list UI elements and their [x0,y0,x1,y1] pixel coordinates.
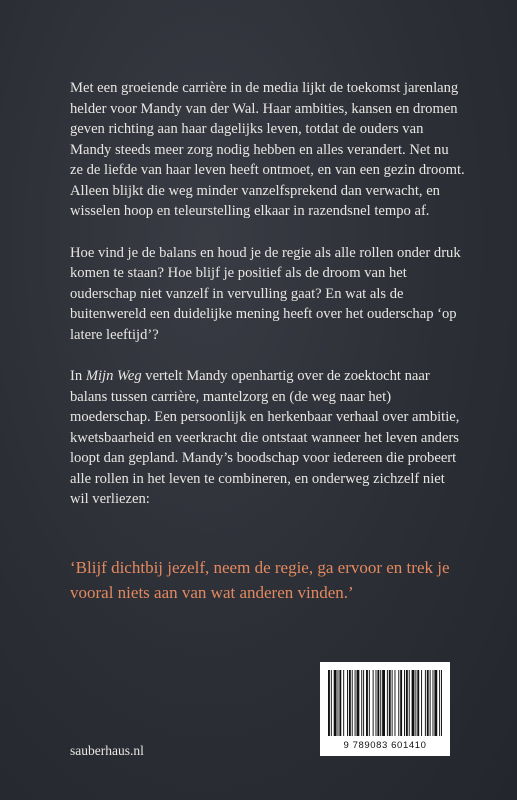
barcode-bar [369,670,370,736]
barcode-bar [404,670,405,736]
isbn-barcode [320,662,450,756]
barcode-bar [347,670,348,736]
barcode-bar [339,670,341,736]
barcode-bar [373,670,374,736]
barcode-bar [427,670,429,736]
barcode-bar [433,670,434,736]
barcode-bar [400,670,402,736]
back-cover-blurb [70,78,465,531]
blurb-paragraph-2: Hoe vind je de balans en houd je de regie als alle rollen onder druk komen te staan? Hoe blijf je positief als de droom van het ouderschap niet vanzelf in vervulling gaat? En wat als de buitenwereld een duidelijke mening heeft over het ouderschap ‘op latere leeftijd’? [70,244,461,343]
barcode-bar [406,670,408,736]
barcode-bar [338,670,339,736]
barcode-bar [441,670,442,736]
barcode-bar [334,670,337,736]
barcode-bar [421,670,422,736]
barcode-bar [352,670,353,736]
barcode-bar [417,670,419,736]
barcode-bars [328,670,442,736]
barcode-bar [409,670,410,736]
barcode-bar [328,670,330,736]
book-title: Mijn Weg [85,368,142,384]
barcode-bar [380,670,381,736]
isbn-number: 9 789083 601410 [343,740,427,751]
publisher-url: sauberhaus.nl [70,743,144,758]
barcode-bar [343,670,344,736]
barcode-bar [382,670,385,736]
barcode-bar [389,670,391,736]
barcode-bar [412,670,415,736]
barcode-bar [357,670,360,736]
highlight-quote: ‘Blijf dichtbij jezelf, neem de regie, ga ervoor en trek je vooral niets aan van wat anderen vinden.’ [70,558,450,602]
barcode-bar [361,670,362,736]
barcode-bar [355,670,356,736]
blurb-paragraph-3 [70,366,465,510]
barcode-bar [434,670,437,736]
barcode-bar [331,670,332,736]
barcode-bar [398,670,399,736]
barcode-bar [366,670,368,736]
barcode-bar [377,670,379,736]
blurb-p3-rest: vertelt Mandy openhartig over de zoektocht naar balans tussen carrière, mantelzorg en (de weg naar het) moederschap. Een persoonlijk en herkenbaar verhaal over ambitie, kwetsbaarheid en veerkracht die ontstaat wanneer het leven anders loopt dan gepland. Mandy’s boodschap voor iedereen die probeert alle rollen in het leven te combineren, en onderweg zichzelf niet wil verliezen: [70,368,460,507]
barcode-bar [363,670,364,736]
barcode-bar [415,670,416,736]
barcode-bar [439,670,440,736]
barcode-bar [349,670,351,736]
barcode-bar [430,670,431,736]
barcode-bar [395,670,396,736]
barcode-bar [387,670,388,736]
barcode-bar [425,670,426,736]
blurb-p3-prefix: In [70,368,86,384]
blurb-paragraph-1: Met een groeiende carrière in de media lijkt de toekomst jarenlang helder voor Mandy van der Wal. Haar ambities, kansen en dromen geven richting aan haar dagelijks leven, totdat de ouders van Mandy steeds meer zorg nodig hebben en alles verandert. Net nu ze de liefde van haar leven heeft ontmoet, en van een gezin droomt. Alleen blijkt die weg minder vanzelfsprekend dan verwacht, en wisselen hoop en teleurstelling elkaar in razendsnel tempo af. [70,80,465,219]
barcode-bar [392,670,393,736]
barcode-bar [376,670,377,736]
